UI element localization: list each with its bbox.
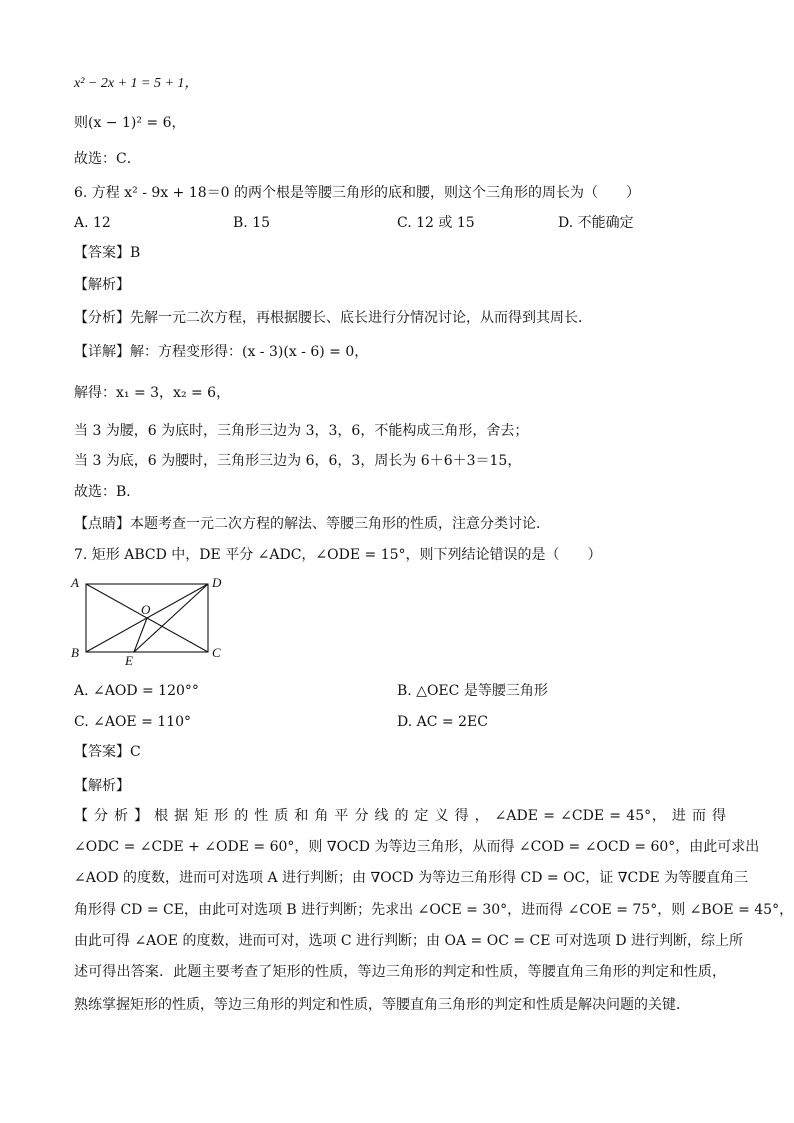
q6-fenxi: 【分析】先解一元二次方程，再根据腰长、底长进行分情况讨论，从而得到其周长． — [74, 310, 592, 326]
q6-case2: 当 3 为底，6 为腰时，三角形三边为 6，6，3，周长为 6＋6＋3＝15， — [74, 453, 522, 469]
q6-stem: 6. 方程 x² - 9x + 18＝0 的两个根是等腰三角形的底和腰，则这个三角形的周长为（ ） — [74, 185, 640, 201]
q6-dianjing: 【点睛】本题考查一元二次方程的解法、等腰三角形的性质，注意分类讨论． — [74, 516, 550, 532]
q6-case1: 当 3 为腰，6 为底时，三角形三边为 3，3，6，不能构成三角形，舍去； — [74, 423, 529, 439]
q7-analysis-line-5: 由此可得 ∠AOE 的度数，进而可对，选项 C 进行判断；由 OA = OC = CE 可对选项 D 进行判断，综上所 — [74, 933, 744, 949]
q7-stem: 7. 矩形 ABCD 中，DE 平分 ∠ADC，∠ODE = 15°，则下列结论错误的是（ ） — [74, 547, 602, 563]
q6-option-a: A. 12 — [74, 215, 111, 231]
q6-solve: 解得：x₁ = 3，x₂ = 6， — [74, 385, 231, 401]
q6-option-d: D. 不能确定 — [558, 215, 634, 231]
q7-jiexi: 【解析】 — [74, 778, 130, 794]
q6-choose: 故选：B． — [74, 484, 141, 500]
label-b: B — [71, 645, 79, 660]
l3: 故选：C． — [74, 151, 141, 167]
segment-oe — [134, 618, 147, 652]
q6-xiangjie: 【详解】解：方程变形得：(x - 3)(x - 6) = 0， — [74, 344, 369, 360]
q7-answer: 【答案】C — [74, 744, 141, 760]
q6-answer: 【答案】B — [74, 245, 141, 261]
segment-de — [134, 584, 208, 652]
label-e: E — [125, 653, 133, 668]
q7-analysis-line-1: 【 分 析 】 根 据 矩 形 的 性 质 和 角 平 分 线 的 定 义 得 ， ∠ADE = ∠CDE = 45°， 进 而 得 — [74, 808, 726, 824]
label-a: A — [71, 575, 79, 590]
label-c: C — [212, 645, 221, 660]
label-o: O — [141, 602, 151, 617]
rectangle-figure — [68, 574, 238, 674]
q7-analysis-line-4: 角形得 CD = CE，由此可对选项 B 进行判断；先求出 ∠OCE = 30°，进而得 ∠COE = 75°，则 ∠BOE = 45°， — [74, 902, 794, 918]
label-d: D — [212, 575, 222, 590]
q6-option-b: B. 15 — [233, 215, 271, 231]
q7-option-c: C. ∠AOE = 110° — [74, 714, 192, 730]
q6-option-c: C. 12 或 15 — [397, 215, 475, 231]
l1: x² − 2x + 1 = 5 + 1， — [74, 76, 199, 91]
q7-analysis-line-2: ∠ODC = ∠CDE + ∠ODE = 60°，则 ∇OCD 为等边三角形，从而得 ∠COD = ∠OCD = 60°，由此可求出 — [74, 839, 760, 855]
q7-analysis-line-3: ∠AOD 的度数，进而可对选项 A 进行判断；由 ∇OCD 为等边三角形得 CD = OC，证 ∇CDE 为等腰直角三 — [74, 870, 749, 886]
l2: 则(x − 1)² = 6， — [74, 115, 186, 131]
q6-jiexi: 【解析】 — [74, 277, 130, 293]
q7-analysis-line-7: 熟练掌握矩形的性质，等边三角形的判定和性质，等腰直角三角形的判定和性质是解决问题的关键． — [74, 997, 690, 1013]
q7-option-a: A. ∠AOD = 120°° — [74, 683, 199, 699]
q7-option-d: D. AC = 2EC — [397, 714, 488, 730]
q7-analysis-line-6: 述可得出答案．此题主要考查了矩形的性质，等边三角形的判定和性质，等腰直角三角形的判定和性质， — [74, 964, 726, 980]
q7-option-b: B. △OEC 是等腰三角形 — [397, 683, 548, 699]
